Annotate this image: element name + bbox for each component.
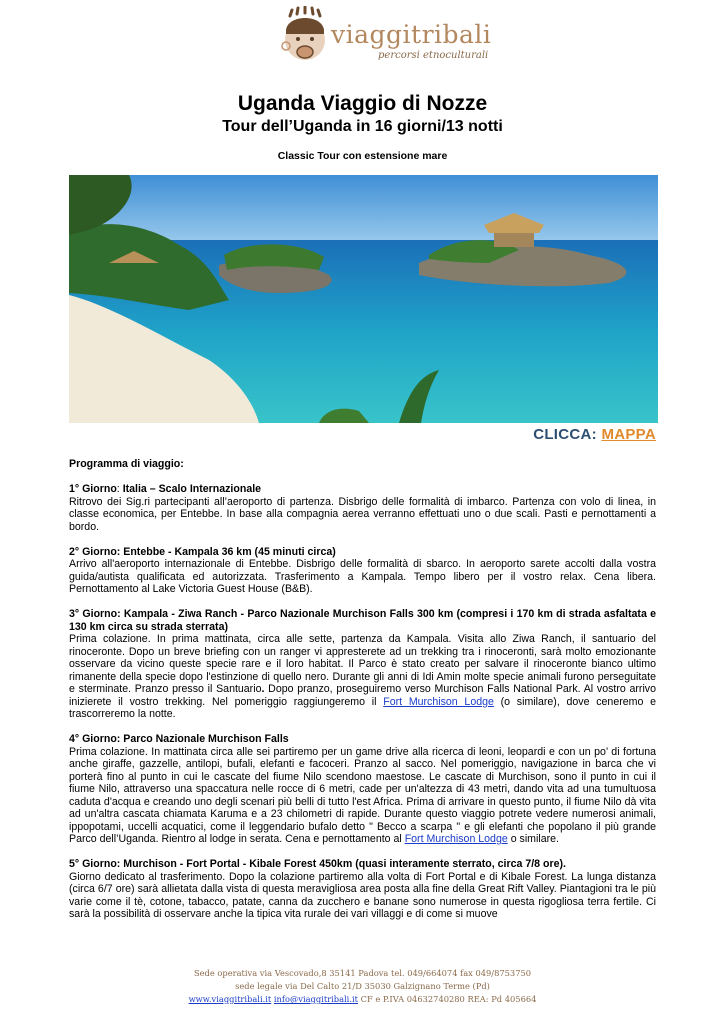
map-callout-label: CLICCA: <box>533 426 602 443</box>
tribal-face-icon <box>278 6 332 72</box>
page-title: Uganda Viaggio di Nozze <box>237 92 488 115</box>
day-4-end: o similare. <box>510 833 559 845</box>
day-3-title: 3° Giorno: Kampala - Ziwa Ranch - Parco Nazionale Murchison Falls 300 km (compresi i 170 km di strada asfaltata e 130 km circa su strada sterrata) <box>69 608 656 633</box>
page-subtitle: Tour dell’Uganda in 16 giorni/13 notti <box>222 118 503 135</box>
day-2-title: 2° Giorno: Entebbe - Kampala 36 km (45 minuti circa) <box>69 545 336 558</box>
day-2-end: (B&B). <box>281 583 313 595</box>
day-4-body <box>69 746 656 846</box>
day-1-number: 1° Giorno <box>69 483 117 495</box>
day-1-body: Ritrovo dei Sig.ri partecipanti all’aeroporto di partenza. Disbrigo delle formalità di imbarco. Partenza con volo di linea, in classe economica, per Entebbe. In base alla compagnia aerea verranno effettuati uno o due scali. Pasti e pernottamenti a bordo. <box>69 495 656 533</box>
day-2-body <box>69 558 656 596</box>
day-3-text-b: Dopo pranzo, proseguiremo verso Murchison Falls National Park. Al vostro arrivo inizierete il vostro trekking. Nel pomeriggio raggiungeremo il <box>69 683 656 708</box>
footer <box>0 967 725 1006</box>
day-3-body <box>69 633 656 721</box>
program-content <box>69 458 656 921</box>
program-heading: Programma di viaggio: <box>69 458 184 470</box>
footer-line-3 <box>0 993 725 1006</box>
logo-tagline: percorsi etnoculturali <box>378 50 489 61</box>
day-2-place: Lake Victoria Guest House <box>152 583 279 595</box>
fort-murchison-link[interactable]: Fort Murchison Lodge <box>383 695 494 708</box>
day-4-text: Prima colazione. In mattinata circa alle sei partiremo per un game drive alla ricerca di leoni, leopardi e con un po’ di fortuna anche giraffe, gazzelle, antilopi, bufali, elefanti e facoceri. Pranzo al sacco. Nel pomeriggio, navigazione in barca che vi porterà fino al punto in cui le cascate del fiume Nilo scendono maestose. Le cascate di Murchison, sono il punto in cui il fiume Nilo, attraverso una spaccatura nelle rocce di 6 metri, cade per un'altezza di 43 metri, dando vita ad una tumultuosa caduta d'acqua e creando uno degli scenari più belli di tutto l'est Africa. Prima di arrivare in questo punto, il fiume Nilo dà vita ad un'altra cascata chiamata Karuma e a 23 chilometri di rapide. Durante questo viaggio potrete vedere numerosi animali, ippopotami, uccelli acquatici, come il leggendario bufalo detto " Becco a scarpa " e gli elefanti che popolano il più grande Parco dell’Uganda. Rientro al lodge in serata. Cena e pernottamento al <box>69 745 656 845</box>
day-4-title: 4° Giorno: Parco Nazionale Murchison Falls <box>69 733 289 745</box>
day-3-dot: . <box>261 683 265 695</box>
map-callout <box>533 426 656 443</box>
day-1-title <box>69 483 656 496</box>
day-3-text-a: Prima colazione. In prima mattinata, circa alle sette, partenza da Kampala. Visita allo Ziwa Ranch, il santuario del rinoceronte. Dopo un breve briefing con un ranger vi appresterete ad un trekking tra i rinoceronti, sarà molto emozionante osservare da vicino queste specie rare e il loro habitat. Il Parco è stato creato per salvare il rinoceronte bianco ultimo rimanente della specie dopo l'estinzione di quello nero. Durante gli anni di Idi Amin molte specie animali furono perseguitate e sterminate. Pranzo presso il Santuario <box>69 633 656 695</box>
footer-line-1: Sede operativa via Vescovado,8 35141 Padova tel. 049/664074 fax 049/8753750 <box>193 968 532 978</box>
fort-murchison-link-2[interactable]: Fort Murchison Lodge <box>404 833 508 845</box>
email-link[interactable]: info@viaggitribali.it <box>273 994 358 1004</box>
logo <box>278 6 492 72</box>
footer-line-2: sede legale via Del Calto 21/D 35030 Galzignano Terme (Pd) <box>235 981 490 991</box>
day-5-title: 5° Giorno: Murchison - Fort Portal - Kibale Forest 450km (quasi interamente sterrato, circa 7/8 ore). <box>69 858 566 870</box>
logo-brand: viaggitribali <box>331 20 492 49</box>
day-3-end: (o similare), dove ceneremo e trascorreremo la notte. <box>69 695 656 720</box>
beach-photo <box>69 175 658 423</box>
tour-type: Classic Tour con estensione mare <box>277 150 448 162</box>
day-5-body: Giorno dedicato al trasferimento. Dopo la colazione partiremo alla volta di Fort Portal e di Kibale Forest. La lunga distanza (circa 6/7 ore) sarà allietata dalla vista di questa meravigliosa area posta alla fine della Great Rift Valley. Piantagioni tra le più varie come il tè, cotone, tabacco, patate, canna da zucchero e banane sono numerose in questa rigogliosa terra fertile. Ci sarà la possibilità di osservare anche la tipica vita rurale dei vari villaggi e di come si muove <box>69 870 656 920</box>
day-1-separator: : <box>116 483 123 495</box>
website-link[interactable]: www.viaggitribali.it <box>188 994 272 1004</box>
map-link[interactable]: MAPPA <box>601 426 656 443</box>
footer-registration: CF e P.IVA 04632740280 REA: Pd 405664 <box>360 994 537 1004</box>
day-1-heading: Italia – Scalo Internazionale <box>122 483 262 495</box>
day-2-text: Arrivo all'aeroporto internazionale di Entebbe. Disbrigo delle formalità di sbarco. In aeroporto sarete accolti dalla vostra guida/autista qualificata ed autorizzata. Trasferimento a Kampala. Tempo libero per il vostro relax. Cena libera. Pernottamento al <box>69 558 656 595</box>
